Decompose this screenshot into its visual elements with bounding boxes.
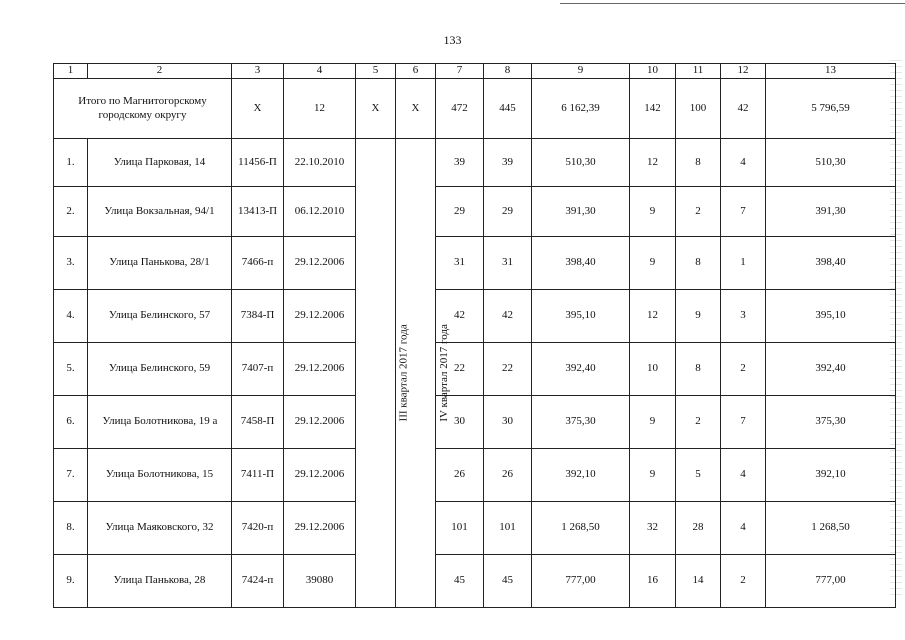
table-row — [54, 187, 896, 237]
quarter-col6-text: IV квартал 2017 года — [437, 324, 450, 422]
document-number-cell: 7466-п — [232, 237, 284, 290]
value-cell: 510,30 — [532, 139, 630, 187]
top-border-line — [560, 3, 905, 4]
value-cell: 391,30 — [532, 187, 630, 237]
table-row — [54, 237, 896, 290]
column-number: 9 — [532, 64, 630, 79]
address-cell: Улица Маяковского, 32 — [88, 502, 232, 555]
value-cell: 392,10 — [532, 449, 630, 502]
date-cell: 06.12.2010 — [284, 187, 356, 237]
table-row — [54, 502, 896, 555]
document-number-cell: 7411-П — [232, 449, 284, 502]
document-number-cell: 7458-П — [232, 396, 284, 449]
total-cell: 445 — [484, 79, 532, 139]
document-number-cell: 7407-п — [232, 343, 284, 396]
address-cell: Улица Болотникова, 19 а — [88, 396, 232, 449]
value-cell: 22 — [436, 343, 484, 396]
row-number: 4. — [54, 290, 88, 343]
value-cell: 398,40 — [532, 237, 630, 290]
total-cell: 5 796,59 — [766, 79, 896, 139]
column-number: 7 — [436, 64, 484, 79]
date-cell: 29.12.2006 — [284, 449, 356, 502]
date-cell: 29.12.2006 — [284, 396, 356, 449]
total-cell: 42 — [721, 79, 766, 139]
column-number: 2 — [88, 64, 232, 79]
date-cell: 29.12.2006 — [284, 343, 356, 396]
address-cell: Улица Белинского, 59 — [88, 343, 232, 396]
value-cell: 28 — [676, 502, 721, 555]
document-number-cell: 7420-п — [232, 502, 284, 555]
row-number: 7. — [54, 449, 88, 502]
value-cell: 777,00 — [532, 555, 630, 608]
value-cell: 7 — [721, 396, 766, 449]
value-cell: 392,40 — [766, 343, 896, 396]
column-number: 1 — [54, 64, 88, 79]
address-cell: Улица Панькова, 28 — [88, 555, 232, 608]
value-cell: 395,10 — [532, 290, 630, 343]
document-number-cell: 7384-П — [232, 290, 284, 343]
total-cell: Х — [356, 79, 396, 139]
address-cell: Улица Вокзальная, 94/1 — [88, 187, 232, 237]
total-cell: Х — [232, 79, 284, 139]
table-row — [54, 555, 896, 608]
date-cell: 29.12.2006 — [284, 290, 356, 343]
column-number: 4 — [284, 64, 356, 79]
value-cell: 398,40 — [766, 237, 896, 290]
value-cell: 4 — [721, 449, 766, 502]
table-row — [54, 343, 896, 396]
value-cell: 30 — [436, 396, 484, 449]
value-cell: 16 — [630, 555, 676, 608]
column-number: 5 — [356, 64, 396, 79]
column-number: 13 — [766, 64, 896, 79]
value-cell: 2 — [721, 555, 766, 608]
date-cell: 39080 — [284, 555, 356, 608]
value-cell: 39 — [436, 139, 484, 187]
address-cell: Улица Белинского, 57 — [88, 290, 232, 343]
value-cell: 31 — [484, 237, 532, 290]
value-cell: 9 — [630, 187, 676, 237]
value-cell: 42 — [484, 290, 532, 343]
value-cell: 2 — [676, 396, 721, 449]
value-cell: 9 — [676, 290, 721, 343]
value-cell: 3 — [721, 290, 766, 343]
row-number: 3. — [54, 237, 88, 290]
value-cell: 101 — [436, 502, 484, 555]
table-row — [54, 139, 896, 187]
value-cell: 2 — [721, 343, 766, 396]
housing-table — [53, 63, 896, 608]
total-row — [54, 79, 896, 139]
date-cell: 22.10.2010 — [284, 139, 356, 187]
value-cell: 4 — [721, 139, 766, 187]
column-number: 8 — [484, 64, 532, 79]
value-cell: 395,10 — [766, 290, 896, 343]
total-cell: 472 — [436, 79, 484, 139]
address-cell: Улица Болотникова, 15 — [88, 449, 232, 502]
row-number: 9. — [54, 555, 88, 608]
value-cell: 1 — [721, 237, 766, 290]
table-row — [54, 290, 896, 343]
total-cell: 100 — [676, 79, 721, 139]
value-cell: 375,30 — [766, 396, 896, 449]
row-number: 1. — [54, 139, 88, 187]
date-cell: 29.12.2006 — [284, 237, 356, 290]
value-cell: 5 — [676, 449, 721, 502]
column-number: 10 — [630, 64, 676, 79]
value-cell: 22 — [484, 343, 532, 396]
value-cell: 29 — [436, 187, 484, 237]
total-cell: 12 — [284, 79, 356, 139]
row-number: 2. — [54, 187, 88, 237]
value-cell: 375,30 — [532, 396, 630, 449]
value-cell: 9 — [630, 396, 676, 449]
value-cell: 8 — [676, 237, 721, 290]
value-cell: 12 — [630, 290, 676, 343]
table-row — [54, 449, 896, 502]
document-number-cell: 7424-п — [232, 555, 284, 608]
value-cell: 510,30 — [766, 139, 896, 187]
column-number: 11 — [676, 64, 721, 79]
total-cell: 6 162,39 — [532, 79, 630, 139]
value-cell: 9 — [630, 237, 676, 290]
value-cell: 8 — [676, 139, 721, 187]
value-cell: 392,10 — [766, 449, 896, 502]
quarter-col5-merged — [356, 139, 410, 608]
value-cell: 39 — [484, 139, 532, 187]
value-cell: 10 — [630, 343, 676, 396]
quarter-col5-text: III квартал 2017 года — [397, 324, 410, 422]
value-cell: 26 — [484, 449, 532, 502]
table-row — [54, 396, 896, 449]
total-cell: 142 — [630, 79, 676, 139]
address-cell: Улица Панькова, 28/1 — [88, 237, 232, 290]
row-number: 5. — [54, 343, 88, 396]
value-cell: 1 268,50 — [766, 502, 896, 555]
value-cell: 32 — [630, 502, 676, 555]
column-number: 6 — [396, 64, 436, 79]
column-number: 12 — [721, 64, 766, 79]
value-cell: 26 — [436, 449, 484, 502]
value-cell: 392,40 — [532, 343, 630, 396]
document-number-cell: 11456-П — [232, 139, 284, 187]
value-cell: 7 — [721, 187, 766, 237]
value-cell: 2 — [676, 187, 721, 237]
total-label: Итого по Магнитогорскому городскому округу — [54, 79, 232, 139]
value-cell: 45 — [484, 555, 532, 608]
value-cell: 777,00 — [766, 555, 896, 608]
value-cell: 12 — [630, 139, 676, 187]
value-cell: 1 268,50 — [532, 502, 630, 555]
value-cell: 101 — [484, 502, 532, 555]
document-number-cell: 13413-П — [232, 187, 284, 237]
value-cell: 45 — [436, 555, 484, 608]
value-cell: 8 — [676, 343, 721, 396]
column-number-row — [54, 64, 896, 79]
value-cell: 30 — [484, 396, 532, 449]
total-cell: Х — [396, 79, 436, 139]
page-number: 133 — [443, 33, 462, 47]
value-cell: 42 — [436, 290, 484, 343]
row-number: 8. — [54, 502, 88, 555]
value-cell: 4 — [721, 502, 766, 555]
value-cell: 391,30 — [766, 187, 896, 237]
address-cell: Улица Парковая, 14 — [88, 139, 232, 187]
date-cell: 29.12.2006 — [284, 502, 356, 555]
row-number: 6. — [54, 396, 88, 449]
value-cell: 9 — [630, 449, 676, 502]
column-number: 3 — [232, 64, 284, 79]
value-cell: 14 — [676, 555, 721, 608]
value-cell: 29 — [484, 187, 532, 237]
value-cell: 31 — [436, 237, 484, 290]
